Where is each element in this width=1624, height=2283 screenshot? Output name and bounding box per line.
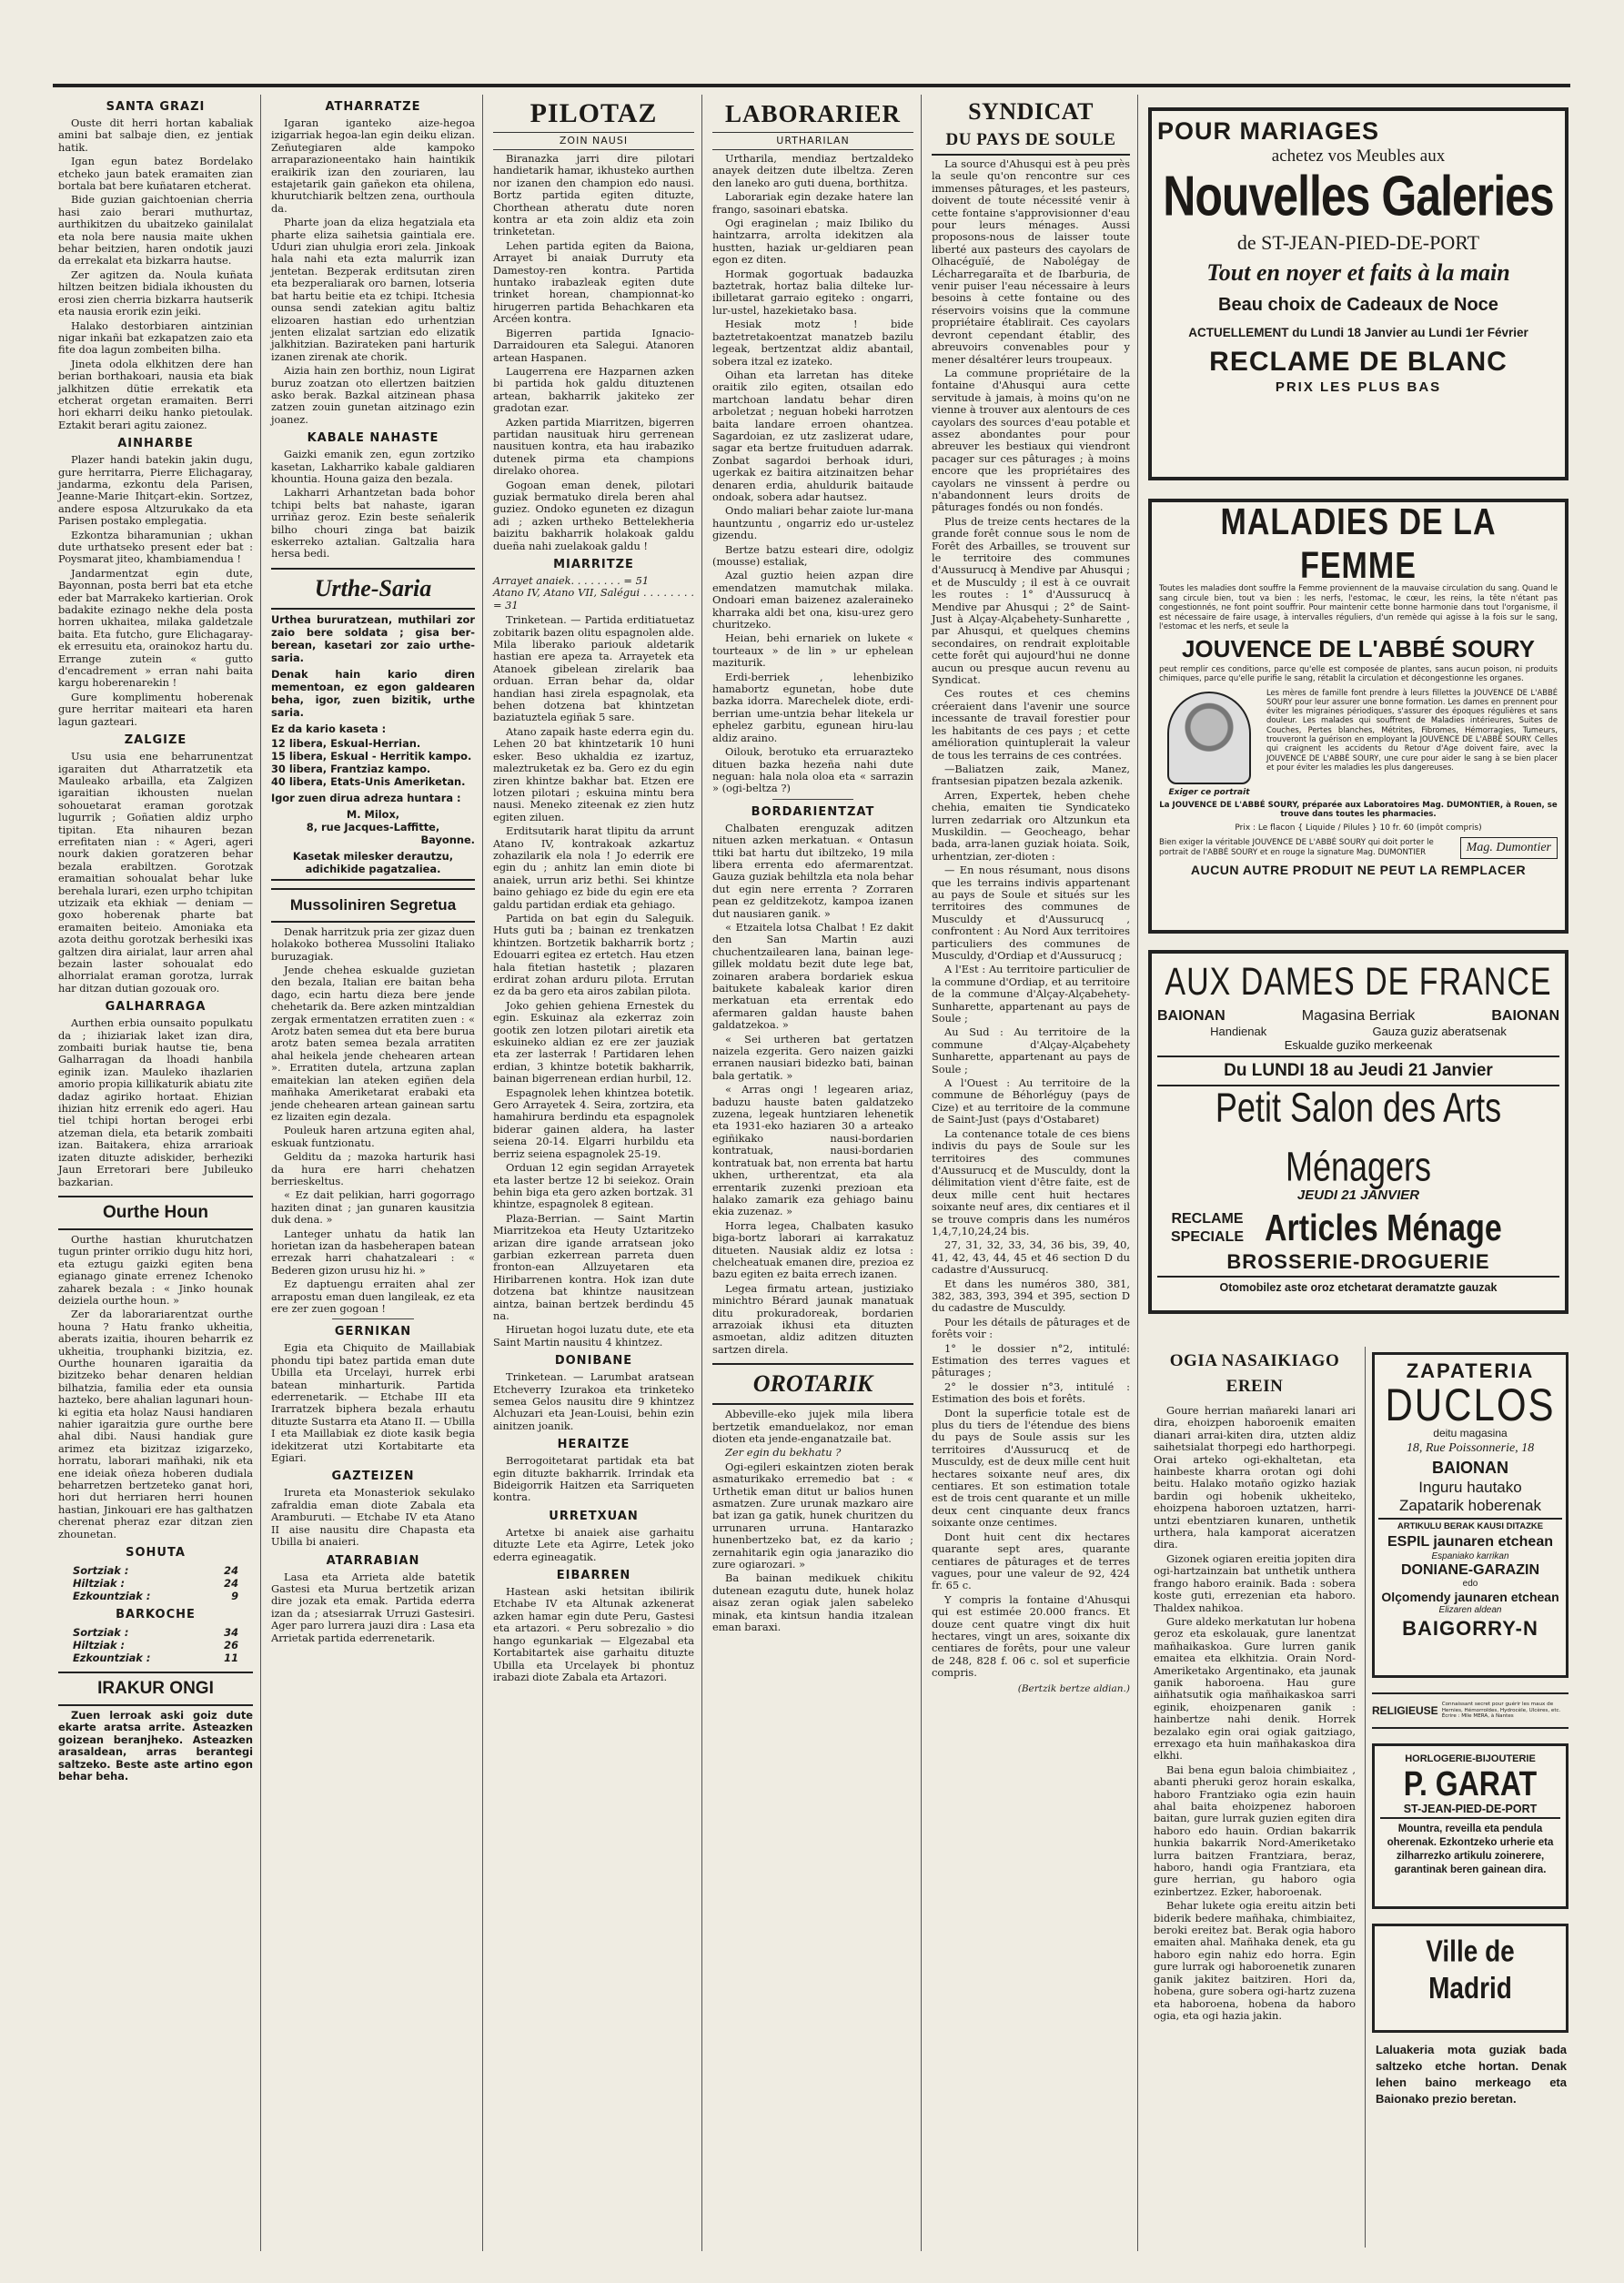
paragraph: —Baliatzen zaik, Manez, frantsesian pipatzen bezala azkenik.: [932, 762, 1130, 788]
price-line: 40 libera, Etats-Unis Ameriketan.: [271, 774, 466, 788]
paragraph: 2° le dossier n°3, intitulé : Estimation des bois et forêts.: [932, 1379, 1130, 1406]
paragraph: Bertze batzu esteari dire, odolgiz (mousse) estaliak,: [712, 542, 913, 568]
portrait-caption: Exiger ce portrait: [1168, 787, 1250, 797]
paragraph: Irureta eta Monasteriok sekulako zafraldia eman diote Zabala eta Aramburuti. — Etchabe IV eta Atano II aise nausitu dire Chapasta eta Ubilla bi anaieri.: [271, 1486, 475, 1549]
signature-stamp: Mag. Dumontier: [1460, 837, 1558, 859]
paragraph: « Ez dait pelikian, harri gogorrago haziten dinat ; jan gunaren kausitzia duk dena. »: [271, 1188, 475, 1227]
paragraph: Lanteger unhatu da hatik lan horietan izan da hasbeherapen batean errezak harri chahatzaleari : « Bederen gizon urusu hiz hi. »: [271, 1227, 475, 1277]
paragraph: Bide guzian gaichtoenian cherria hasi zaio berari muthurtaz, aurthikitzen du ubaitzeko gainilalat eta nola bere nausia maite ukhen behar beitzien, haren ondotik jauzi da errekalat eta bizkarra hautse.: [58, 193, 253, 268]
paragraph: Jende chehea eskualde guzietan den bezala, Italian ere baitan beha dago, ecin hartu dieza bere jende chehetarik da. Bere azken mintzaldian zergak ermentatzen erratiten zuen : « Arotz baten semea dut eta bere burua arotz baten semea bezala arratiten ahal heikela jende chehearen artean ». Erratiten dutela, artzuna zaplan emaitekian lan ateken egiñen dela mañhaka Ameriketarat erabaki eta jende chehearen artean gainean sartu ez lizaiten egin dezala.: [271, 964, 475, 1123]
column-rule: [1137, 95, 1138, 2251]
paragraph: Atano zapaik haste ederra egin du. Lehen 20 bat khintzetarik 10 huni esker. Beso ukhaldia ez izartuz, maleztruketak ez ba. Gero ez du egin ziren khintze bakhar bat. Etzen ere lotzen pilotari ; eskuina mintu bera nausi. Meneko ziteenak ez zien hutz egiten ziluen.: [493, 724, 694, 823]
paragraph: Lehen partida egiten da Baiona, Arrayet bi anaiak Durruty eta Damestoy-ren kontra. Partida huntako irabazleak egiten dute trinket horean, championnat-ko hirugerren partida Behachkaren eta Arcéen kontra.: [493, 238, 694, 326]
price-line: 30 libera, Frantziaz kampo.: [271, 762, 431, 775]
paragraph: Igaran iganteko aize-hegoa izigarriak hegoa-lan egin deiku elizan. Zeñutegiaren alde kampoko arraparazioneentako hain haintikik eraikirik izan den zouriaren, lau estajetarik gain gañekon eta ohilena, khurutchiarik beltzen zena, ourthoula da.: [271, 116, 475, 215]
paragraph: Gelditu da ; mazoka harturik hasi da hura ere harri chehatzen berrieskeltus.: [271, 1150, 475, 1187]
paragraph: Egia eta Chiquito de Maillabiak phondu tipi batez partida eman dute Ubilla eta Urcelayi, hurrek erbi batean minharturik. Partida ederrenetarik. — Etchabe III eta Irarratzek biphera bezala erhautu dituzte Sustarra eta Atano II. — Ubilla I eta Maillabiak ez diote kasik begia idekitzerat utzi Kortabitarte eta Egiari.: [271, 1341, 475, 1465]
continuation-note: (Bertzik bertze aldian.): [1017, 1682, 1130, 1694]
paragraph: Ondo maliari behar zaiote lur-mana hauntzuntu , ongarriz edo ur-ustelez gizendu.: [712, 504, 913, 542]
paragraph: Biranazka jarri dire pilotari handietarik hamar, ikhusteko aurthen nor izanen den champion edo nausi. Bortz partida egiten dituzte, Chorthean atheratu dute noren kontra ar eta zoin aldiz eta zoin trinketetan.: [493, 152, 694, 238]
paragraph: Azken partida Miarritzen, bigerren partidan nausituak hiru gerrenean nausituen kontra, eta hau irabaziko dutenek pirma eta champions direlako ohorea.: [493, 415, 694, 478]
paragraph: Zuen lerroak aski goiz dute ekarte aratsa arrite. Asteazken goizean beranjheko. Asteazken arasaldean, arras berantegi saltzeko. Beste aste artino egon behar beha.: [58, 1709, 253, 1783]
ad-title: P. GARAT: [1403, 1763, 1538, 1803]
paragraph: Zer egin du bekhatu ?: [725, 1446, 842, 1460]
paragraph: Y compris la fontaine d'Ahusqui qui est estimée 20.000 francs. Et douze cent quatre vingt dix huit hectares, vingt un ares, soixante dix centiares de forêts, pour une valeur de 248, 828 f. 06 c. sol et superficie compris.: [932, 1592, 1130, 1680]
paragraph: Igan egun batez Bordelako etcheko jaun batek eramaiten zian bortala bat bere kuñataren etcherat.: [58, 155, 253, 193]
divider: [772, 799, 852, 800]
ad-ville-de-madrid-text: Laluakeria mota guziak bada saltzeko etche hortan. Denak lehen baino merkeago eta Baionako prezio beretan.: [1376, 2043, 1567, 2106]
ad-nouvelles-galeries: [1148, 107, 1569, 480]
santa-grazi-heading: SANTA GRAZI: [106, 100, 206, 114]
paragraph: La source d'Ahusqui est à peu près la seule qu'on rencontre sur ces immenses pâturages, et les pasteurs, doivent de toute nécessité venir à cette fontaine s'approvisionner d'eau pour leurs ménages. Aussi proposons-nous de laisser toute liberté aux pasteurs des cayolars de Olhacéguïé, de Nabolégay de Lécharregaraïta et de Ibarburia, de venir puiser l'eau nécessaire à leurs besoins à cette fontaine ou des réservoirs voisins que la commune propriétaire établirait. Ces cayolars devront cependant établir, des abreuvoirs convenables pour y mener désaltérer leurs troupeaux.: [932, 157, 1130, 366]
sohuta-stats: [58, 1564, 253, 1602]
ad-line: Gauza guziz aberatsenak: [1372, 1025, 1507, 1038]
paragraph: — En nous résumant, nous disons que les terrains indivis appartenant au pays de Soule et situés sur les territoires des communes de Musculdy et d'Aussurucq , confrontent : Au Nord Aux territoires particuliers des communes de Musculdy, d'Ordiap et d'Aussurucq ;: [932, 864, 1130, 962]
paragraph: La commune propriétaire de la fontaine d'Ahusqui aura cette servitude à jamais, à moins qu'on ne vienne à trouver aux alentours de ces cayolars des sources d'eau potable et assez abondantes pour pour abreuver les bestiaux qui viendront pacager sur ces pâturages ; à moins encore que les propriétaires des cayolars ne vinssent à perdre ou n'abandonnent leurs droits de pâturages fondés ou non fondés.: [932, 366, 1130, 514]
ad-line: DONIANE-GARAZIN: [1401, 1562, 1539, 1578]
ogia-heading: OGIA NASAIKIAGO: [1169, 1351, 1340, 1370]
column-4: [707, 95, 919, 2251]
bordarientzat-heading: BORDARIENTZAT: [751, 804, 875, 819]
paragraph: Erdi-berriek , lehenbiziko hamabortz egunetan, hobe dute bazka idorra. Marechelek diote, erdi-berrian ume-untzia behar litekela ur ephelez garbitu, egunean hiru-lau aldiz araino.: [712, 670, 913, 744]
ad-line: ESPIL jaunaren etchean: [1387, 1534, 1553, 1550]
paragraph: A l'Est : Au territoire particulier de la commune d'Ordiap, et au territoire de la commune d'Alçay-Alçabehety-Sunharette, appartenant au pays de Soule ;: [932, 963, 1130, 1025]
laborarier-subheading: URTHARILAN: [712, 132, 913, 150]
gazteizen-heading: GAZTEIZEN: [331, 1470, 415, 1484]
paragraph: Lasa eta Arrieta alde batetik Gastesi eta Murua bertzetik arizan dire jozak eta emak. Partida ederra izan da ; atsesiarrak Urruzi Gastesiri. Ager paro lurrera jauzi dira : Lasa eta Arrietak partida ederrenetarik.: [271, 1570, 475, 1644]
column-5: [926, 95, 1135, 2251]
paragraph: Hormak gogortuak badauzka baztetrak, hortaz balia dilteke lur-ibilletarat garraio egiteko : ongarri, lur-ustel, hazekietako basa.: [712, 267, 913, 317]
column-rule: [482, 95, 483, 2251]
paragraph: Halako destorbiaren aintzinian nigar inkañi bat ezkapatzen zaio eta fite doa lagun zombeiten bilha.: [58, 318, 253, 357]
ad-line: Olçomendy jaunaren etchean: [1381, 1590, 1559, 1604]
column-rule: [701, 95, 702, 2251]
paragraph: Erditsutarik harat tlipitu da arrunt Atano IV, kontrakoak azkartuz zohazilarik ela nola ! Jo ederrik ere egin du ; anhitz lan emin diote bi anaiek, urrun ariz bethi. Sei khintze baino gehiago ez bide du egin ere eta galdu partidan erdiak eta gehiago.: [493, 824, 694, 911]
paragraph: Ouste dit herri hortan kabaliak amini bat salbaje dien, ez jentiak hatik.: [58, 116, 253, 154]
paragraph: Partida on bat egin du Saleguik. Huts guti ba ; bainan ez trenkatzen khintzen. Bortzetik bakharrik bortz ; Edouarri egitea ez ertetch. Hau etzen hala fitetian hastetik ; plazaren erdirat zohan arduru pilota. Errutan ez da ba gero eta airos zabilan pilota.: [493, 911, 694, 998]
ad-line: RECLAME DE BLANC: [1209, 347, 1508, 377]
irakur-ongi-heading: IRAKUR ONGI: [58, 1672, 253, 1706]
paragraph: Laborariak egin dezake hatere lan frango, sasoinari ebatska.: [712, 190, 913, 216]
address-line: M. Milox,: [346, 807, 400, 821]
paragraph: Ez da kario kaseta :: [271, 722, 387, 735]
paragraph: Pharte joan da eliza hegatziala eta pharte eliza saihetsia gaintiala ere. Uduri zian uhulgia erori zela. Jinkoak hala nahi eta ezta malurrik izan jentetan. Bezperak erditsutan ziren eta bezperaliarak oro barnen, lotseria bat hartu beitie eta ez tchipi. Itchesia ounsa sendi zatekian agitu baltiz elizoaren hastian edo urhentzian jenten elizalat sartzian edo elizatik jalkhitzian. Bazirateken pani harturik izanen zirenak ate chorik.: [271, 216, 475, 363]
paragraph: Laugerrena ere Hazparnen azken bi partida hok galdu dituztenen artean, bakharrik jakiteko zer gradotan ezar.: [493, 364, 694, 415]
price-line: 12 libera, Eskual-Herrian.: [271, 736, 421, 750]
ad-row: [1157, 1208, 1559, 1248]
paragraph: Aizia hain zen borthiz, noun Ligirat buruz zoatzan oto ellertzen baitzien asko berak. Bazkal aitzinean phasa zatzen zouin gunetan aitzinago ezin joanez.: [271, 364, 475, 426]
paragraph: Hiruetan hogoi luzatu dute, ete eta Saint Martin nausitu 4 khintzez.: [493, 1323, 694, 1349]
ogia-subheading: EREIN: [1226, 1377, 1284, 1396]
ad-title: DUCLOS: [1385, 1379, 1556, 1430]
orotarik-heading: OROTARIK: [712, 1363, 913, 1405]
ad-line: Elizaren aldean: [1438, 1605, 1502, 1615]
ad-city: BAIONAN: [1157, 1008, 1226, 1024]
paragraph: Espagnolek lehen khintzea botetik. Gero Arrayetek 4. Seira, zortzira, eta hamahirura berdindu eta espagnolek biderar gainen aldera, ha laster seiena 20-14. Elgarri hurbildu eta berriz seiena espagnolek 25-19.: [493, 1086, 694, 1160]
ad-line: deitu magasina: [1433, 1427, 1508, 1440]
paragraph: Dont huit cent dix hectares quarante sept ares, quarante centiares de pâturages et de terres vagues, pour une valeur de 92, 424 fr. 65 c.: [932, 1530, 1130, 1592]
paragraph: Igor zuen dirua adreza huntara :: [271, 791, 461, 804]
paragraph: Gogoan eman denek, pilotari guziak bermatuko direla beren ahal guziez. Ondoko eguneten ez dizagun adi ; azken urtheko Bettelekheria baizitu bakharrik holakoak galdu dueña nahi zuelakoak galdu !: [493, 478, 694, 552]
paragraph: Bai bena egun baloia chimbiaitez , abanti pheruki geroz horain eskalka, haboro Frantziako ogia ezin hauin ahal baita ehoizpenez haboroen baitan, gure lurrak guzien egiten dira haboro edo hauin. Ordian bakarrik hunkia bakarrik Nord-Ameriketako lurra baitzen Frantziara, beraz, haboro, handi ogia Frantziara, eta gure herrian, gu haboro ogia ezinbertzez. Ezker, haboroenak.: [1154, 1763, 1356, 1898]
paragraph: « Etzaitela lotsa Chalbat ! Ez dakit den San Martin auzi chuchentzailearen lana, bainan lege-gillek moldatu bezit dute lege bat, zoinaren arabera bordariek eskua baitukete kabaleak karior diren merkatuan eta errentak edo afermaren galdan hauste bahen galdatzekoa. »: [712, 920, 913, 1032]
paragraph: Zer agitzen da. Noula kuñata hiltzen beitzen bidiala ikhousten du erosi zien cherria bizkarra hautserik eta nausia erorik ezin jeiki.: [58, 268, 253, 318]
syndicat-subheading: DU PAYS DE SOULE: [932, 129, 1130, 156]
ad-line: Otomobilez aste oroz etchetarat deramatzte gauzak: [1219, 1281, 1498, 1294]
top-rule: [53, 84, 1570, 87]
paragraph: 27, 31, 32, 33, 34, 36 bis, 39, 40, 41, 42, 43, 44, 45 et 46 section D du cadastre d'Aussurucq.: [932, 1238, 1130, 1277]
paragraph: Au Sud : Au territoire de la commune d'Alçay-Alçabehety Sunharette, appartenant au pays de Soule ;: [932, 1025, 1130, 1076]
stat-row: Sortziak : 24: [73, 1564, 238, 1578]
paragraph: Gure aldeko merkatutan lur hobena geroz eta eskolauak, gure lanentzat mañhaikaskoa. Gure lurren ganik emaitea eta elkhitzia. Orain Nord-Ameriketako Argentinako, eta jaunak ganik haboroena. Hau gure aiñhatsutik ogia mañhaikaskoa sarri eginik, ehoizpenaren ganik : hainbertze nahi denik. Horrek bezalako egin orai ogiak gaitziago, errexago eta huin mañhakaskoa dira elkhi.: [1154, 1614, 1356, 1763]
paragraph: Abbeville-eko jujek mila libera bertzetik emanduelakoz, nor eman dioten eta jende-enganatzaile bat.: [712, 1408, 913, 1445]
atharratze-heading: ATHARRATZE: [325, 100, 421, 114]
paragraph: Pouleuk haren artzuna egiten ahal, eskuak funtzionatu.: [271, 1124, 475, 1149]
paragraph: Goure herrian mañareki lanari ari dira, ehoizpen haboroenik emaiten dianari arrai-kiten dira, utzten aldiz saihetsialat thorpegi edo harthorpegi. Orai arteko ogi-ekhaltetan, eta hainbeste kharra orotan ogi dohi beitu. Halako motaño ogizko haziak bardin ogi hobenik ukheiteko, ehoizpena haboroen uztatzen, harri-untzi ebentziaren kunaren, unthetik urthera, hala kamporat aiceratzen dira.: [1154, 1404, 1356, 1551]
ad-line: RELIGIEUSE: [1372, 1704, 1438, 1717]
ad-line: Inguru hautako: [1418, 1479, 1522, 1496]
ad-line: Zapatarik hoberenak: [1378, 1497, 1562, 1520]
ad-title: Articles Ménage: [1265, 1207, 1502, 1249]
paragraph: Plaza-Berrian. — Saint Martin Miarritzekoa eta Heuty Uztaritzeko arizan dire igande arratsean joko garbian ezkerrean parreta duen fronton-ean Allzuyetaren eta Hiribarrenen kontra. Hok izan dute dotzena bat khintze nausitzean aintza, bainan bertzek berdindu 45 na.: [493, 1211, 694, 1322]
ad-line: BAIGORRY-N: [1402, 1617, 1538, 1640]
paragraph: Denak hain kario diren mementoan, ez egon galdearen beha, igor, zuen bizitik, urthe saria.: [271, 667, 475, 719]
paragraph: Urtharila, mendiaz bertzaldeko anayek deitzen dute ilbeltza. Zeren den laneko aro guti duena, borthitza.: [712, 152, 913, 189]
ad-title: JOUVENCE DE L'ABBÉ SOURY: [1181, 634, 1536, 662]
paragraph: Ogi eraginelan ; maiz Ibiliko du haintzarra, arrolta idekitzen ala hustten, haziak ur-geldiaren pean egon ez diten.: [712, 217, 913, 267]
ad-title: Petit Salon des Arts Ménagers: [1215, 1084, 1502, 1190]
column-1: [53, 95, 258, 2251]
atarrabian-heading: ATARRABIAN: [326, 1553, 420, 1568]
column-rule: [921, 95, 922, 2251]
eibarren-heading: EIBARREN: [556, 1569, 631, 1583]
ad-duclos: [1372, 1352, 1569, 1678]
ad-line: SPECIALE: [1170, 1229, 1244, 1245]
ad-title: AUX DAMES DE FRANCE: [1165, 960, 1552, 1004]
column-2: [266, 95, 480, 2251]
paragraph: « Sei urtheren bat gertatzen naizela ezgerita. Gero naizen gaizki erranen nausiari bidezko bati, bainan bala gertatik. »: [712, 1032, 913, 1082]
miarritze-heading: MIARRITZE: [553, 558, 634, 571]
price-line: 15 libera, Eskual - Herritik kampo.: [271, 749, 472, 763]
ad-line: ARTIKULU BERAK KAUSI DITAZKE: [1397, 1521, 1544, 1531]
paragraph: Plus de treize cents hectares de la grande forêt connue sous le nom de Forêt des Arbailles, se trouvent sur le territoire des communes d'Aussurucq à Mendive par Ahusqui ; et de Musculdy ; il est à ce ouvrait les routes : 1° d'Aussurucq à Mendive par Ahusqui ; 2° de Saint-Just à Alçay-Alçabehety-Sunharette , par Ahusqui, et quelques chemins secondaires, on rendrait exploitable cette forêt qui aujourd'hui ne donne aucun ou presque aucun revenu au Syndicat.: [932, 514, 1130, 687]
ad-line: Tout en noyer et faits à la main: [1206, 259, 1510, 286]
address-line: Bayonne.: [420, 833, 475, 846]
galharraga-heading: GALHARRAGA: [105, 1000, 207, 1015]
paragraph: Oihan eta larretan has diteke oraitik zilo egiten, otsailan edo martchoan landatu behar diren arboletzat ; neguan hobeki harrotzen baita landare erroen ohantzea. Sagardoian, ez utz zaslizerat udare, sagar eta bertze fruituduen adarrak. Zonbat sagardoi berhoak iduri, ugerkak ez baitira aitzinaitzen behar denaren erdia, ahuldurik baitaude ondoak, sobera adar hautsez.: [712, 368, 913, 503]
paragraph: Joko gehien gehiena Ernestek du egin. Eskuinaz ala ezkerraz zoin gootik zen lotzen pilotari airetik eta eskuineko aldian ez ere zer jauziak eta zer lasterrak ! Partidaren lehen erdian, 3 khintze botetik bakharrik, bainan bigerrenean erdian hurbil, 12.: [493, 998, 694, 1086]
pilotaz-subheading: ZOIN NAUSI: [493, 132, 694, 150]
paragraph: Heian, behi ernariek on lukete « tourteaux » de lin » ur ephelean maziturik.: [712, 631, 913, 670]
ourthe-houn-heading: Ourthe Houn: [58, 1196, 253, 1230]
ad-title: Ville de Madrid: [1426, 1934, 1515, 2005]
ad-text: Mountra, reveilla eta pendula oherenak. Ezkontzeko urherie eta zilharrezko artikulu zoinerere, garantinak beren gainean dira.: [1387, 1823, 1554, 1875]
column-rule: [1365, 1347, 1366, 2248]
paragraph: 1° le dossier n°2, intitulé: Estimation des terres vagues et pâturages ;: [932, 1341, 1130, 1379]
portrait-block: [1159, 688, 1259, 797]
divider: [332, 1318, 414, 1319]
paragraph: Arren, Expertek, heben chehe chehia, emaiten tie Syndicateko lurren zedarriak oro Altzunkun eta Muskildin. — Geocheago, behar bada, arra-lanen guziak hoiata. Soik, urhentzian, zer-dioten :: [932, 788, 1130, 863]
paragraph: Plazer handi batekin jakin dugu, gure herritarra, Pierre Elichagaray, jandarma, ezkontu dela Parisen, Jeanne-Marie Ihitçart-ekin. Sortzez, andere esposa Altzurukako da eta Parisen postako emplegatia.: [58, 453, 253, 528]
column-rule: [260, 95, 261, 2251]
ad-line: BAIONAN: [1432, 1459, 1508, 1477]
donibane-heading: DONIBANE: [554, 1354, 633, 1369]
pilotaz-heading: PILOTAZ: [530, 98, 658, 128]
ainharbe-heading: AINHARBE: [117, 437, 194, 451]
paragraph: Jandarmentzat egin dute, Bayonnan, posta berri bat eta etche eder bat Marrakeko kartierian. Orok badakite ezinago nekhe dela posta horren ukhaitea, milaka galdetzale baita. Eta futcho, gure Elichagaray-ek erresuitu eta, orainokoz hartu du. Errange zutein « gutto d'encadrement » erran nahi baita kargu hoberenarekin !: [58, 566, 253, 690]
ad-jouvence: [1148, 499, 1569, 934]
stat-row: Sortziak : 34: [73, 1626, 238, 1640]
ad-line: BROSSERIE-DROGUERIE: [1157, 1248, 1559, 1278]
syndicat-heading: SYNDICAT: [968, 98, 1094, 125]
paragraph: A l'Ouest : Au territoire de la commune de Béhorléguy (pays de Cize) et au territoire de la commune de Saint-Just (pays d'Ostabaret): [932, 1076, 1130, 1126]
paragraph: Lakharri Arhantzetan bada bohor tchipi belts bat nahaste, igaran urriñaz geroz. Ezin beste señalerik bilho chouri zinga bat baizik eskerreko aztalian. Galtzalia hara hersa bedi.: [271, 486, 475, 561]
paragraph: Azal guztio heien azpan dire emendatzen mamutchak milaka. Ondoari eman baizenez azaleraineko kharraka aldi bet ona, kisu-urez gero churitzeko.: [712, 569, 913, 631]
ad-title: MALADIES DE LA FEMME: [1220, 501, 1497, 587]
score-line: Atano IV, Atano VII, Salégui . . . . . . . . = 31: [493, 586, 694, 611]
barkoche-stats: [58, 1626, 253, 1664]
ad-title: Nouvelles Galeries: [1163, 164, 1554, 227]
urthe-saria-heading: Urthe-Saria: [271, 568, 475, 610]
ad-body: [1159, 688, 1558, 797]
paragraph: Ba bainan medikuek chikitu dutenean ezagutu dute, hunek holaz aisaz zeran ogiak jalen sabeleko minak, eta kintsun handia itzalean eman baraxi.: [712, 1571, 913, 1634]
ad-text: Bien exiger la véritable JOUVENCE DE L'ABBÉ SOURY qui doit porter le portrait de l'ABBÉ SOURY et en rouge la signature Mag. DUMONTIER: [1159, 838, 1434, 857]
ad-footer: [1159, 837, 1558, 859]
kabale-heading: KABALE NAHASTE: [307, 431, 439, 446]
ad-line: Eskualde guziko merkeenak: [1157, 1038, 1559, 1057]
ad-row: [1157, 1025, 1559, 1038]
paragraph: Trinketean. — Partida erditiatuetaz zobitarik bazen olitu espagnolen alde. Mila liberako pariouk aldetarik hastian ere apeza ta. Arrayetek eta Atanoek gibelean zirelarik baa orduan. Erran behar da, oldar handian hasi zirela espagnolak, eta behen dotzena bat khintzetan baziatuztela egiñak 5 sare.: [493, 613, 694, 724]
ad-line: 18, Rue Poissonnerie, 18: [1406, 1441, 1535, 1455]
stat-row: Hiltziak : 24: [73, 1577, 238, 1591]
paragraph: « Arras ongi ! legearen ariaz, baduzu hauste baten galdatzeko zuzena, legeak huntziaren lehenetik eta 1931-eko haziaren 30 a arteako egiñikako nausi-bordarien kontratuak, nausi-bordarien kontratuak bat, non errenta bat hartu ukhen, urtherentzat, eta ala errentarik zuzenki prezioan eta halako zamarik eza gehiago bainu ekia zuzenaz. »: [712, 1083, 913, 1218]
abbe-portrait-icon: [1167, 692, 1251, 784]
mussolini-heading: Mussoliniren Segretua: [271, 888, 475, 923]
ad-dames-de-france: [1148, 950, 1569, 1314]
laborarier-heading: LABORARIER: [724, 100, 902, 127]
ad-text: Toutes les maladies dont souffre la Femme proviennent de la mauvaise circulation du sang. Quand le sang circule bien, tout va bien : les nerfs, l'estomac, le cœur, les reins, la tête n'étant pas congestionnés, ne font point souffrir. Pour maintenir cette bonne harmonie dans tout l'organisme, il est nécessaire de faire usage, à intervalles réguliers, d'un remède qui agisse à la fois sur le sang, l'estomac et les nerfs, et seule la: [1159, 584, 1558, 631]
stat-row: Hiltziak : 26: [73, 1639, 238, 1652]
ad-religieuse: [1372, 1692, 1569, 1729]
paragraph: Horra legea, Chalbaten kasuko biga-bortz laborari ai karrakatuz ditueten. Nausiak aldiz ez lotsa : chelcheatuak emanen dire, prezioa ez bazu egiten ez baita errech izanen.: [712, 1218, 913, 1281]
column-6: [1148, 1347, 1361, 2248]
ad-line: Magasina Berriak: [1301, 1008, 1416, 1024]
paragraph: Gaizki emanik zen, egun zortziko kasetan, Lakharriko kabale galdiaren khountia. Houna gaiza den bezala.: [271, 448, 475, 485]
ad-line: PRIX LES PLUS BAS: [1275, 379, 1442, 395]
paragraph: Kasetak milesker derautzu, adichikide pagatzaliea.: [271, 850, 475, 881]
ad-garat: [1372, 1743, 1569, 1909]
paragraph: Gizonek ogiaren ereitia jopiten dira ogi-hartzainzain bat unthetik unthera frango haboro erainik. Bada : sobera koste guti, errezenian eta haboro. Thaldex nahikoa.: [1154, 1551, 1356, 1614]
ad-line: achetez vos Meubles aux: [1271, 146, 1446, 166]
ad-ville-de-madrid: [1372, 1924, 1569, 2033]
stat-row: Ezkountziak : 11: [73, 1652, 238, 1665]
paragraph: Ogi-egileri eskaintzen zioten berak asmaturikako erremedio bat : « Urthetik eman ditut ur balios hunen asmatzen. Zure urunak mazkaro aire bat izan ga gatik, hunek churitzen du urrunaren urruna. Hantarazko hunenbertzeko bat, ez da kario ; zernahitarik egin ogia janaraziko dio zure ogiarozari. »: [712, 1460, 913, 1571]
ad-line: edo: [1462, 1579, 1478, 1589]
ad-text: La JOUVENCE DE L'ABBÉ SOURY, préparée aux Laboratoires Mag. DUMONTIER, à Rouen, se trouve dans toutes les pharmacies.: [1159, 800, 1558, 819]
paragraph: Pour les détails de pâturages et de forêts voir :: [932, 1315, 1130, 1341]
paragraph: Chalbaten erenguzak aditzen nituen azken merkatuan. « Ontasun ttiki bat hartu dut ibiltzeko, 19 mila libera errenta edo afermarentzat. Gauza guziak behiltzla eta nola behar dut egin nere errenta ? Zorraren pean ez gelditzekotz, kampoa izanen dut nausiaren ganik. »: [712, 821, 913, 920]
paragraph: Trinketean. — Larumbat aratsean Etcheverry Izurakoa eta trinketeko semea Gelos nausitu dire 9 khintzez Alchuzari eta Jean-Louisi, behin ezin ainitzen joanik.: [493, 1370, 694, 1432]
ad-line: JEUDI 21 JANVIER: [1296, 1187, 1420, 1203]
ad-line: de ST-JEAN-PIED-DE-PORT: [1236, 231, 1480, 254]
score-line: Arrayet anaiek. . . . . . . . = 51: [493, 574, 650, 587]
ad-row: [1157, 1008, 1559, 1025]
stat-row: Ezkountziak : 9: [73, 1590, 238, 1603]
paragraph: Orduan 12 egin segidan Arrayetek eta laster bertze 12 bi seiekoz. Orain behin biga eta gero azken bortzak. 31 khintze, espagnolek 8 egitean.: [493, 1161, 694, 1211]
paragraph: Oilouk, berotuko eta erruarazteko dituen bazka hezeña nahi dute neguan: hala nola oloa eta « sarrazin » (ogi-beltza ?): [712, 745, 913, 795]
paragraph: Ourthe hastian khurutchatzen tugun printer orrikio dugu hitz hori, eta eztugu gaizki egiten bena egianago ginate errenez Ichenoko zaharek bezala : « Jinko hounak deiziela ourthe houn. »: [58, 1232, 253, 1307]
paragraph: La contenance totale de ces biens indivis du pays de Soule sur les territoires des communes d'Aussurucq et de Musculdy, dont la délimitation vient d'être faite, est de deux mille cent huit hectares soixante neuf ares, dix centiares et il se trouve compris dans les numéros 1,4,7,10,24,24 bis.: [932, 1126, 1130, 1237]
barkoche-heading: BARKOCHE: [116, 1608, 196, 1622]
ad-line: Handienak: [1210, 1025, 1267, 1038]
paragraph: Hesiak motz ! bide baztetretakoentzat manatzeb bazilu legeak, bertzentzat aldiz abantail, sobera itzal ez izateko.: [712, 318, 913, 368]
column-3: [488, 95, 700, 2251]
paragraph: Usu usia ene beharrunentzat igaraiten dut Atharratzetik eta Mauleako arbailla, eta Zalgizen igaraitian ikhousten nuelan sohouetarat eraman gorotzak lugurrik ; Goñatien aldiz urpho tipitan. Eta nihauren bezan errefitaten nian : « Ageri, ageri nourk dakien goratzeren behar bezala erabiltzen. Gorotzak eramaitian sohoualat behar luke berehala lurari, ezen urpho tchipitan utzizaik eta ekhiak — deniam — goxo hoberenak pharte bat eramaiten beiteio. Amoniaka eta azota deithu gorotzak berhesiki ixas galtzen dira airialat, laur arren ahal bezain laster sohoualat edo alhorrialat eraman gorotza, lurrak har ditzan dutian gozouak oro.: [58, 750, 253, 995]
paragraph: Hastean aski hetsitan ibilirik Etchabe IV eta Altunak azkenerat azken hamar egin dute Peru, Gastesi eta artazori. « Peru sobrezalio » dio hango egunkariak — Elgezabal eta Kortabitartek aise garhaitu dituzte Ubilla eta Urcelayek bi phontuz irabazi diote Zabala eta Artazori.: [493, 1585, 694, 1683]
ad-line: Du LUNDI 18 au Jeudi 21 Janvier: [1157, 1057, 1559, 1086]
ad-line: ST-JEAN-PIED-DE-PORT: [1380, 1801, 1560, 1819]
paragraph: Ezkontza biharamunian ; ukhan dute urthatseko present eder bat : Poysmarat jiteo, khambiamendua !: [58, 528, 253, 566]
ad-line: HORLOGERIE-BIJOUTERIE: [1405, 1753, 1536, 1764]
paragraph: Et dans les numéros 380, 381, 382, 383, 393, 394 et 395, section D du cadastre de Musculdy.: [932, 1277, 1130, 1315]
subscription-box: [271, 613, 475, 881]
gernikan-heading: GERNIKAN: [334, 1325, 412, 1339]
paragraph: Ces routes et ces chemins créeraient dans l'avenir une source incessante de travail forestier pour les habitants de ces pays ; et cette amélioration quintuplerait la valeur de tous les terrains de ces contrées.: [932, 687, 1130, 762]
ad-line: Beau choix de Cadeaux de Noce: [1218, 295, 1498, 315]
paragraph: Gure komplimentu hoberenak gure herritar maiteari eta haren lagun gazteari.: [58, 690, 253, 728]
ad-city: BAIONAN: [1491, 1008, 1559, 1024]
ad-text: peut remplir ces conditions, parce qu'elle est composée de plantes, sans aucun poison, ni produits chimiques, parce qu'elle purifie le sang, rétablit la circulation et décongestionne les organes.: [1159, 664, 1558, 683]
paragraph: Aurthen erbia ounsaito populkatu da ; ihiziariak laket izan dira, zombaiti buriak hautse tie, bena Galharragan da lhoadi hanbila eginik izan. Mauleko ihazlarien amorio propia killikaturik abiatu zite dadaz agiriko hortaat. Ehizian ihizian hitz errenik edo ageri. Hau tiel tchipi hortan berogei erbi atzeman diela, eta betarik zombaiti izan. Baitakera, ehiza arrarioak izaten dituzte adiskider, berheziki Jaun Erretorari bere Jubileuko bazkarian.: [58, 1016, 253, 1188]
urretxuan-heading: URRETXUAN: [549, 1509, 639, 1523]
paragraph: Behar lukete ogia ereitu aitzin beti biderik bedere mañhaka, chimbiaitez, beroki ereitez bat. Berak ogia haboro emaiten ahal. Mañhaka denek, eta gu haboro egin nahiz edo horra. Egin gure lurrak ogi haboroenetik zunaren ganik jakitez baitziren. Hori da, hobena, gure sobera ogi-hartz zuzena eta haboroena, hobena da haboro ogia, eta ogi hazia jakin.: [1154, 1899, 1356, 2022]
heraitze-heading: HERAITZE: [557, 1438, 630, 1452]
ad-label-block: [1157, 1210, 1257, 1247]
paragraph: Ez daptuengu erraiten ahal zer arrapostu eman duen langileak, ez eta ere zer zuen gogoan !: [271, 1278, 475, 1315]
paragraph: Denak harritzuk pria zer gizaz duen holakoko botherea Mussolini Italiako buruzagiak.: [271, 924, 475, 963]
ad-text: Les mères de famille font prendre à leurs fillettes la JOUVENCE DE L'ABBÉ SOURY pour leur assurer une bonne formation. Les dames en prennent pour éviter les migraines périodiques, s'assurer des époques régulières et sans douleur. Les malades qui souffrent de Maladies intérieures, Suites de Couches, Pertes blanches, Métrites, Fibromes, Hémorragies, Tumeurs, trouveront la guérison en employant la JOUVENCE DE L'ABBÉ SOURY. Celles qui craignent les accidents du Retour d'Age doivent faire, avec la JOUVENCE DE L'ABBÉ SOURY, une cure pour aider le sang à se bien placer et pour éviter les maladies les plus dangereuses.: [1266, 687, 1558, 772]
ad-line: RECLAME: [1171, 1211, 1244, 1227]
ad-text: Connaissant secret pour guérir les maux de Hernies, Hémorroïdes, Hydrocèle, Ulcères, etc. Écrire : Mlle MERA, à Nantes: [1441, 1702, 1561, 1720]
paragraph: Urthea bururatzean, muthilari zor zaio bere soldata ; gisa ber-berean, kasetari zor zaio urthe-saria.: [271, 612, 475, 664]
address-line: 8, rue Jacques-Laffitte,: [306, 820, 440, 833]
ad-line: ACTUELLEMENT du Lundi 18 Janvier au Lundi 1er Février: [1188, 326, 1528, 339]
sohuta-heading: SOHUTA: [126, 1546, 186, 1561]
ad-line: POUR MARIAGES: [1157, 117, 1380, 145]
ad-price: Prix : Le flacon { Liquide / Pilules } 10 fr. 60 (impôt compris): [1235, 823, 1482, 833]
ad-line: Espaniako karrikan: [1431, 1551, 1509, 1561]
paragraph: Dont la superficie totale est de plus du tiers de l'étendue des biens du pays de Soule assis sur les territoires d'Aussurucq et de Musculdy, est de deux mille cent huit hectares soixante neuf ares, dix centiares. Et son estimation totale est de trois cent quarante et un mille deux cent cinquante deux francs soixante onze centimes.: [932, 1406, 1130, 1530]
paragraph: Artetxe bi anaiek aise garhaitu dituzte Lete eta Agirre, Letek joko ederra egineagatik.: [493, 1525, 694, 1563]
ad-line: ZAPATERIA: [1406, 1359, 1535, 1382]
paragraph: Legea firmatu artean, justiziako minichtro Bérard jaunak manatuak ditu prokuradoreak, bordarien arrazoiak ikhusi eta dituzten asmoetan, aldiz aditzen dituzten sartzen direla.: [712, 1281, 913, 1356]
paragraph: Zer da laborariarentzat ourthe houna ? Hatu franko ukheitia, aberats izaitia, ihouren beharrik ez ukheitia, trouphanki bizitzia, ez. Ourthe hounaren igaraitia da bizitzeko behar denaren heldian bilhatzia, familia eder eta ounsia hazteko, bere ahalian lagunari houn-ki egitia eta holaz Nausi handiaren nahier igaraitzia gure ourthe bere ahal dibi. Nausi handiak gure arimez eta bizitzaz izigarzeko, horratu, laborari mañhaki, nik eta ene ideiak oñeza hoberen dudiala beharretzen bertzeteko ganat hori, hori dut herriaren herri hounen hastian, Jinkouari ere has galthatzen cherenat pheraz ezar ditzan zien zhounetan.: [58, 1308, 253, 1541]
paragraph: Jineta odola elkhitzen dere han berian borthakoari, nausia eta biak jalkhitzen dütie errekatik eta etcherat orgetan eramaiten. Berri hori ekharri deiku hanko pietoulak. Eztakit berari agitu zaionez.: [58, 357, 253, 431]
paragraph: Bigerren partida Ignacio-Darraidouren eta Salegui. Atanoren artean Haspanen.: [493, 326, 694, 364]
ad-line: AUCUN AUTRE PRODUIT NE PEUT LA REMPLACER: [1190, 862, 1527, 877]
zalgize-heading: ZALGIZE: [124, 733, 187, 748]
paragraph: Berrogoitetarat partidak eta bat egin dituzte bakharrik. Irrindak eta Bideigorrik Haitzen eta Sarriqueten kontra.: [493, 1454, 694, 1504]
